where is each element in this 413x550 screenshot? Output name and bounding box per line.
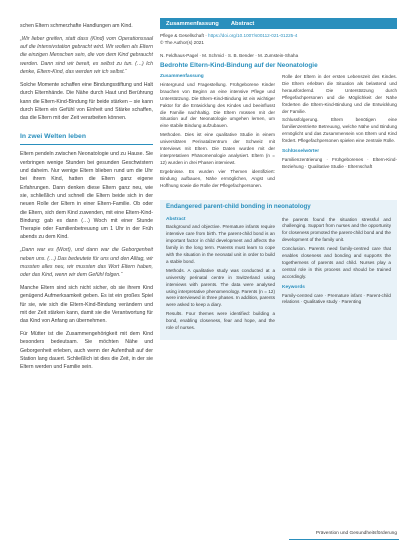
- abstract-paragraph: Background and objective. Premature infants require intensive care from birth. The parent-child bond is an important factor in child development and affects the family in the long term. Parents must learn to cope with the situation in the neonatal unit in order to build a stable bond.: [166, 224, 275, 264]
- paragraph: Eltern pendeln zwischen Neonatologie und zu Hause. Sie verbringen wenige Stunden bei gesunden Geschwistern und daheim. Nur wenige Eltern blieben rund um die Uhr bei ihrem Kind, hatten die Eltern ganz eigene Erfahrungen. Dann denken diese Eltern ganz neu, wie sie, schließlich und schnell die Eltern beide sich in der neuen Rolle der Eltern in einer Eltern-Familie. Ob oder die Eltern, sich dem Kind zuwenden, mit eine Eltern-Kind-Bindung: gab es dann (…) Woch mit einer Stunde Therapie oder Familienbetreuung um 1 Uhr in der Früh abends zu dem Kind.: [20, 151, 153, 241]
- paragraph: „Wir lieber greifen, statt dass (Kind) vom Operationssaal auf die Intensivstation gebracht wird. Wir wollen als Eltern die einzigen Menschen sein, die von dem Kind gebraucht werden. Dann sind wir bereit, es selbst zu tun. (…) Ich denke, Eltern-Kind, das werden wir ich selbst.“: [20, 35, 153, 76]
- abstract-paragraph: Results. Four themes were identified: building a bond, enabling closeness, fear and hope, and the role of nurses.: [166, 311, 275, 331]
- doi-link[interactable]: https://doi.org/10.1007/s00112-021-01225-4: [208, 33, 298, 38]
- abstract-heading: Zusammenfassung: [160, 74, 204, 79]
- abstract-paragraph: Hintergrund und Fragestellung. Frühgeborene Kinder brauchen von Beginn an eine intensive Pflege und Unterstützung. Die Eltern-Kind-Bindung ist ein wichtiger Faktor für die Entwicklung des Kindes und beeinflusst die Familie nachhaltig. Die Eltern müssen mit der Situation auf der Neonatologie umgehen lernen, um eine stabile Bindung aufzubauen.: [160, 81, 275, 129]
- footer-rule: [289, 539, 399, 540]
- abstract-paragraph: Methoden. Dies ist eine qualitative Studie in einem universitären Perinatalzentrum der Schweiz mit Interviews mit Eltern. Die Daten wurden mit der interpretativen Phänomenologie analysiert. Eltern (n = 12) wurden in drei Phasen interviewt.: [160, 132, 275, 165]
- english-title-bar: [160, 200, 397, 215]
- article-meta: [160, 32, 397, 46]
- abstract-paragraph: Family-centred care · Premature infant · Parent-child relations · Qualitative study · Parenting: [282, 292, 391, 305]
- left-paragraphs-2: [20, 150, 153, 371]
- tab-zusammenfassung[interactable]: Zusammenfassung: [166, 20, 219, 27]
- paragraph: Manche Eltern sind sich nicht sicher, ob sie ihrem Kind genügend Aufmerksamkeit geben. Es ist ein großes Spiel für sie, wie sich die Eltern-Kind-Bindung verändern und mit der Zeit stärken kann, damit sie die Verantwortung für das Kind von Anfang an übernehmen.: [20, 285, 153, 325]
- abstract-paragraph: Ergebnisse. Es wurden vier Themen identifiziert: Bindung aufbauen, Nähe ermöglichen, Angst und Hoffnung sowie die Rolle der Pflegefachpersonen.: [160, 168, 275, 188]
- footer-journal: Prävention und Gesundheitsförderung: [315, 531, 397, 536]
- german-abstract: [160, 74, 397, 192]
- author-list: N. Feldhaus-Pagel · M. Schmid · S. B. Bender · M. Zumstein-Shaha: [160, 53, 299, 58]
- abstract-paragraph: Methods. A qualitative study was conducted at a university perinatal centre in Switzerland using interviews with parents. The data were analysed using interpretative phenomenology. Parents (n = 12) were interviewed in three phases. In addition, parents were asked to keep a diary.: [166, 267, 275, 308]
- paragraph: Für Mütter ist die Zusammengehörigkeit mit dem Kind besonders bedeutsam. Sie möchten Nähe und Geborgenheit erleben, auch wenn der Aufenthalt auf der Station lang dauert. Schließlich ist dies die Zeit, in der sie Eltern werden und Familie sein.: [20, 331, 153, 371]
- english-abstract: [160, 215, 397, 341]
- paragraph: Solche Momente schaffen eine Bindungsstiftung und Halt durch Elternhände. Die Nähe durch Haut und Berührung kann die Eltern-Kind-Bindung für beide stärken – sie kann durch Eltern ein Gefühl von Einheit und Stärke schaffen, das die Eltern mit der Zeit verarbeiten können.: [20, 81, 153, 122]
- paragraph: „Dann war es (Wort), und dann war die Geborgenheit neben uns. (…) Das bedeutete für uns und den Alltag, wir mussten alles neu, wir mussten das Wort Eltern haben, oder das Kind, wenn wir dem Gefühl folgen.“: [20, 247, 153, 279]
- left-column: [20, 22, 153, 376]
- tab-abstract[interactable]: Abstract: [230, 20, 255, 27]
- paragraph: schen Eltern schmerzhafte Handlungen am Kind.: [20, 23, 133, 29]
- right-column: [160, 18, 397, 340]
- section-heading: In zwei Welten leben: [20, 132, 153, 145]
- abstract-paragraph: Schlussfolgerung. Eltern benötigen eine familienzentrierte Betreuung, welche Nähe und Bindung ermöglicht und das Zusammensein von Eltern und Kind fördert. Pflegefachpersonen spielen eine zentrale Rolle.: [282, 117, 397, 144]
- abstract-heading: Abstract: [166, 216, 186, 222]
- german-abstract-col-1: [160, 74, 275, 192]
- copyright: © The Author(s) 2021: [160, 40, 204, 45]
- english-abstract-col-1: [166, 217, 275, 335]
- summary-bar: [160, 18, 397, 29]
- abstract-heading: Schlüsselwörter: [282, 149, 320, 155]
- abstract-paragraph: the parents found the situation stressful and challenging. Support from nurses and the opportunity for closeness promoted the parent-child bond and the development of the family unit.: [282, 216, 391, 243]
- german-abstract-col-2: [282, 74, 397, 192]
- left-paragraphs-1: [20, 22, 153, 122]
- german-title: Bedrohte Eltern-Kind-Bindung auf der Neonatologie: [160, 62, 318, 69]
- journal-name: Pflege & Gesellschaft ·: [160, 33, 209, 38]
- english-abstract-col-2: [282, 217, 391, 335]
- abstract-paragraph: Familienzentrierung · Frühgeborenes · Eltern-Kind-Beziehung · Qualitative Studie · Elternschaft: [282, 156, 397, 169]
- abstract-paragraph: Conclusion. Parents need family-centred care that enables closeness and bonding and supports the togetherness of parents and child. Nurses play a central role in this process and should be trained accordingly.: [282, 246, 391, 279]
- abstract-paragraph: Rolle der Eltern in der ersten Lebenszeit des Kindes. Die Eltern erlebten die Situation als belastend und herausfordernd. Die Unterstützung durch Pflegefachpersonen und die Möglichkeit der Nähe förderten die Eltern-Kind-Bindung und die Entwicklung der Familie.: [282, 74, 397, 114]
- abstract-heading: Keywords: [282, 284, 305, 290]
- english-title: Endangered parent-child bonding in neonatology: [166, 202, 311, 210]
